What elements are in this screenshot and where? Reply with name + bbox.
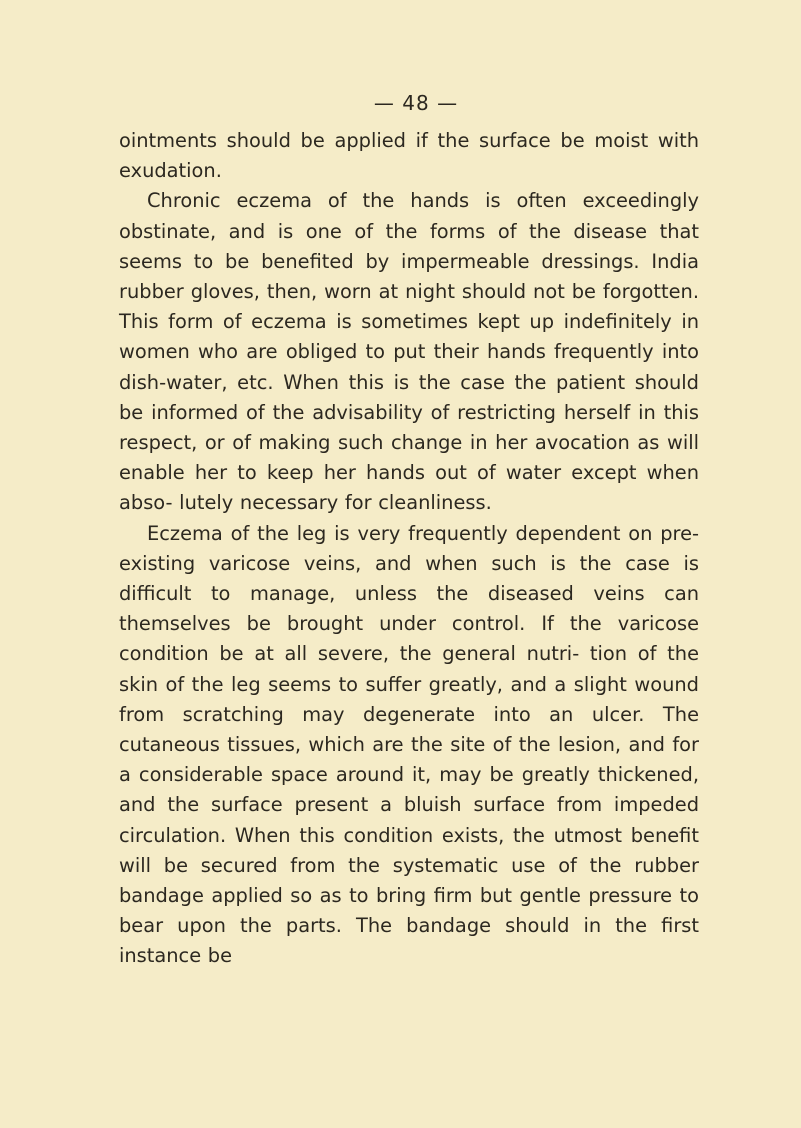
paragraph-hands-eczema: Chronic eczema of the hands is often exceedingly obstinate, and is one of the forms of the disease that seems to be benefited by impermeable dressings. India rubber gloves, then, worn at night should not be forgotten. This form of eczema is sometimes kept up indefinitely in women who are obliged to put their hands frequently into dish-water, etc. When this is the case the patient should be informed of the advisability of restricting herself in this respect, or of making such change in her avocation as will enable her to keep her hands out of water except when abso- lutely necessary for cleanliness. xyxy=(119,189,699,515)
body-text xyxy=(119,126,699,972)
page-number: — 48 — xyxy=(373,91,459,115)
paragraph-leg-eczema: Eczema of the leg is very frequently dependent on pre-existing varicose veins, and when such is the case is difficult to manage, unless the diseased veins can themselves be brought under control. If the varicose condition be at all severe, the general nutri- tion of the skin of the leg seems to suffer greatly, and a slight wound from scratching may degenerate into an ulcer. The cutaneous tissues, which are the site of the lesion, and for a considerable space around it, may be greatly thickened, and the surface present a bluish surface from impeded circulation. When this condition exists, the utmost benefit will be secured from the systematic use of the rubber bandage applied so as to bring firm but gentle pressure to bear upon the parts. The bandage should in the first instance be xyxy=(119,521,699,968)
paragraph-continuation: ointments should be applied if the surface be moist with exudation. xyxy=(119,129,699,183)
